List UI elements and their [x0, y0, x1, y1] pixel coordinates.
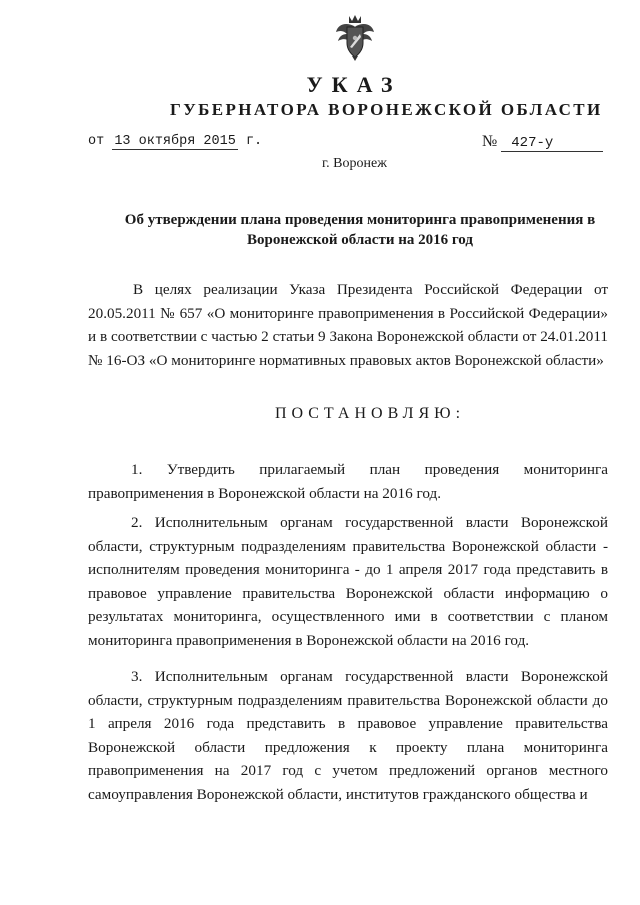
clause-1: 1. Утвердить прилагаемый план проведения мониторинга правоприменения в Воронежской области на 2016 год. — [88, 461, 608, 502]
number-value: 427-у — [501, 135, 603, 152]
clause-2: 2. Исполнительным органам государственной власти Воронежской области, структурным подразделениям правительства Воронежской области - исполнителям проведения мониторинга - до 1 апреля 2017 года представить в правовое управление правительства Воронежской области информацию о результатах мониторинга, осуществленного ими в соответствии с планом мониторинга правоприменения в Воронежской области на 2016 год. — [88, 514, 608, 649]
document-type-title: УКАЗ — [306, 72, 402, 97]
clause-3: 3. Исполнительным органам государственной власти Воронежской области, структурным подразделениям правительства Воронежской области до 1 апреля 2016 года представить в правовое управление правительства Воронежской области предложения к проекту плана мониторинга правоприменения на 2017 год с учетом предложений органов местного самоуправления Воронежской области, институтов гражданского общества и — [88, 668, 608, 803]
document-number — [482, 133, 603, 152]
number-sign: № — [482, 133, 498, 150]
issue-city: г. Воронеж — [322, 156, 387, 171]
decree-word: ПОСТАНОВЛЯЮ: — [274, 405, 466, 422]
document-heading: Об утверждении плана проведения мониторинга правоприменения в Воронежской области на 2016 год — [124, 212, 596, 248]
date-prefix: от — [88, 134, 105, 149]
date-value: 13 октября 2015 — [114, 134, 236, 149]
issuer-title: ГУБЕРНАТОРА ВОРОНЕЖСКОЙ ОБЛАСТИ — [170, 100, 603, 119]
preamble-paragraph: В целях реализации Указа Президента Российской Федерации от 20.05.2011 № 657 «О мониторинге правоприменения в Российской Федерации» и в соответствии с частью 2 статьи 9 Закона Воронежской области от 24.01.2011 № 16-ОЗ «О мониторинге нормативных правовых актов Воронежской области» — [88, 281, 608, 369]
document-date — [88, 134, 262, 149]
coat-of-arms-icon — [334, 12, 376, 62]
date-suffix: г. — [245, 134, 263, 149]
